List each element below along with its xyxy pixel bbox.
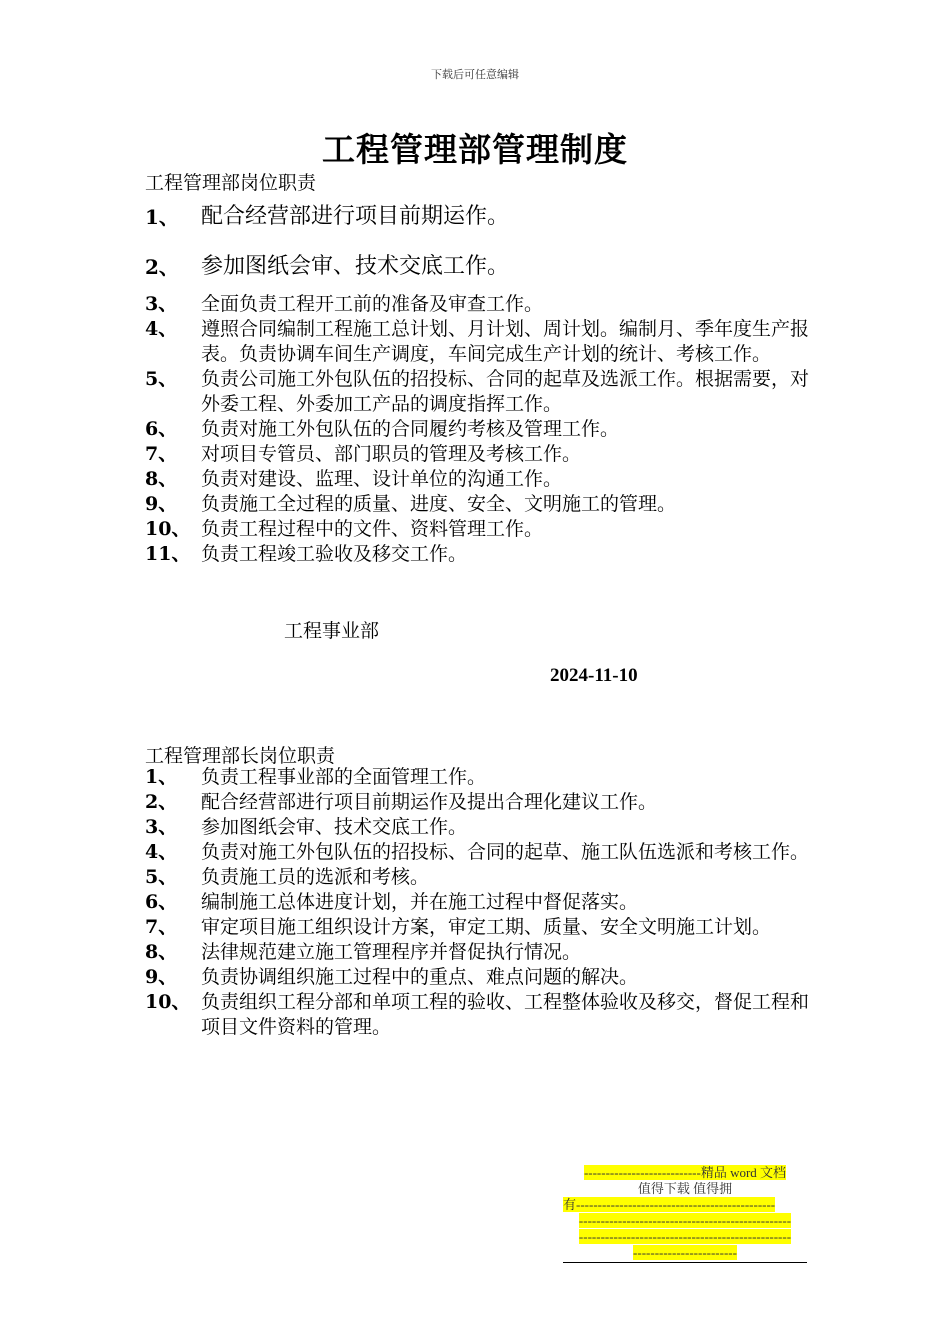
item-text: 负责对施工外包队伍的招投标、合同的起草、施工队伍选派和考核工作。: [201, 841, 810, 863]
list-item: [145, 790, 815, 815]
section2-heading: 工程管理部长岗位职责: [145, 745, 336, 767]
item-number: 10、: [145, 991, 191, 1013]
list-item: [145, 815, 815, 840]
item-text: 对项目专管员、部门职员的管理及考核工作。: [201, 443, 582, 465]
item-text: 负责协调组织施工过程中的重点、难点问题的解决。: [201, 966, 639, 988]
item-number: 7、: [145, 443, 178, 465]
item-number: 5、: [145, 368, 178, 390]
footer-line: -------------------------------------------------: [578, 1213, 792, 1228]
list-item: [145, 990, 815, 1040]
signature-dept: 工程事业部: [284, 620, 380, 642]
item-text: 负责组织工程分部和单项工程的验收、工程整体验收及移交，督促工程和项目文件资料的管理。: [201, 991, 810, 1038]
item-text: 法律规范建立施工管理程序并督促执行情况。: [201, 941, 582, 963]
list-item: [145, 865, 815, 890]
item-number: 4、: [145, 318, 178, 340]
item-number: 8、: [145, 468, 178, 490]
item-number: 2、: [145, 255, 179, 279]
item-text: 参加图纸会审、技术交底工作。: [201, 254, 510, 279]
header-note: 下载后可任意编辑: [431, 68, 519, 81]
footer-line: -------------------------------------------------: [578, 1229, 792, 1244]
list-item: [145, 840, 815, 865]
list-item: [145, 492, 815, 517]
item-text: 全面负责工程开工前的准备及审查工作。: [201, 293, 544, 315]
list-item: [145, 940, 815, 965]
item-number: 7、: [145, 916, 178, 938]
item-number: 9、: [145, 493, 178, 515]
list-item: [145, 467, 815, 492]
section2-list: [145, 765, 815, 1040]
item-text: 负责对建设、监理、设计单位的沟通工作。: [201, 468, 563, 490]
footer-line: 有----------------------------------------------: [563, 1197, 776, 1212]
item-number: 8、: [145, 941, 178, 963]
page-title: 工程管理部管理制度: [322, 130, 628, 169]
item-text: 遵照合同编制工程施工总计划、月计划、周计划。编制月、季年度生产报表。负责协调车间生产调度，车间完成生产计划的统计、考核工作。: [201, 318, 810, 365]
item-text: 编制施工总体进度计划，并在施工过程中督促落实。: [201, 891, 639, 913]
section1-list-top: [145, 192, 815, 292]
item-text: 负责施工员的选派和考核。: [201, 866, 430, 888]
section1-list: [145, 292, 815, 567]
signature-date: 2024-11-10: [550, 665, 638, 686]
item-number: 4、: [145, 841, 178, 863]
item-text: 负责工程过程中的文件、资料管理工作。: [201, 518, 544, 540]
item-text: 负责工程事业部的全面管理工作。: [201, 766, 487, 788]
item-number: 6、: [145, 418, 178, 440]
item-text: 参加图纸会审、技术交底工作。: [201, 816, 468, 838]
footer-line: 值得下载 值得拥: [637, 1181, 733, 1196]
footer-line: ------------------------: [633, 1245, 737, 1260]
list-item: [145, 367, 815, 417]
item-number: 1、: [145, 766, 178, 788]
list-item: [145, 292, 815, 317]
list-item: [145, 915, 815, 940]
item-text: 审定项目施工组织设计方案，审定工期、质量、安全文明施工计划。: [201, 916, 772, 938]
item-number: 11、: [145, 543, 191, 565]
list-item: [145, 517, 815, 542]
item-text: 负责公司施工外包队伍的招投标、合同的起草及选派工作。根据需要，对外委工程、外委加工产品的调度指挥工作。: [201, 368, 810, 415]
list-item: [145, 442, 815, 467]
footer-line: ---------------------------精品 word 文档: [583, 1165, 787, 1180]
item-number: 10、: [145, 518, 191, 540]
list-item: [145, 890, 815, 915]
list-item: [145, 192, 815, 242]
item-text: 负责施工全过程的质量、进度、安全、文明施工的管理。: [201, 493, 677, 515]
item-number: 5、: [145, 866, 178, 888]
item-text: 配合经营部进行项目前期运作及提出合理化建议工作。: [201, 791, 658, 813]
list-item: [145, 542, 815, 567]
list-item: [145, 242, 815, 292]
item-number: 3、: [145, 816, 178, 838]
list-item: [145, 317, 815, 367]
footer-rule: [563, 1262, 807, 1263]
list-item: [145, 965, 815, 990]
list-item: [145, 417, 815, 442]
list-item: [145, 765, 815, 790]
item-text: 负责对施工外包队伍的合同履约考核及管理工作。: [201, 418, 620, 440]
item-number: 1、: [145, 205, 179, 229]
item-number: 2、: [145, 791, 178, 813]
item-text: 负责工程竣工验收及移交工作。: [201, 543, 468, 565]
item-text: 配合经营部进行项目前期运作。: [201, 204, 510, 229]
item-number: 9、: [145, 966, 178, 988]
item-number: 6、: [145, 891, 178, 913]
item-number: 3、: [145, 293, 178, 315]
footer-watermark: [563, 1165, 807, 1261]
section1-heading: 工程管理部岗位职责: [145, 172, 317, 194]
